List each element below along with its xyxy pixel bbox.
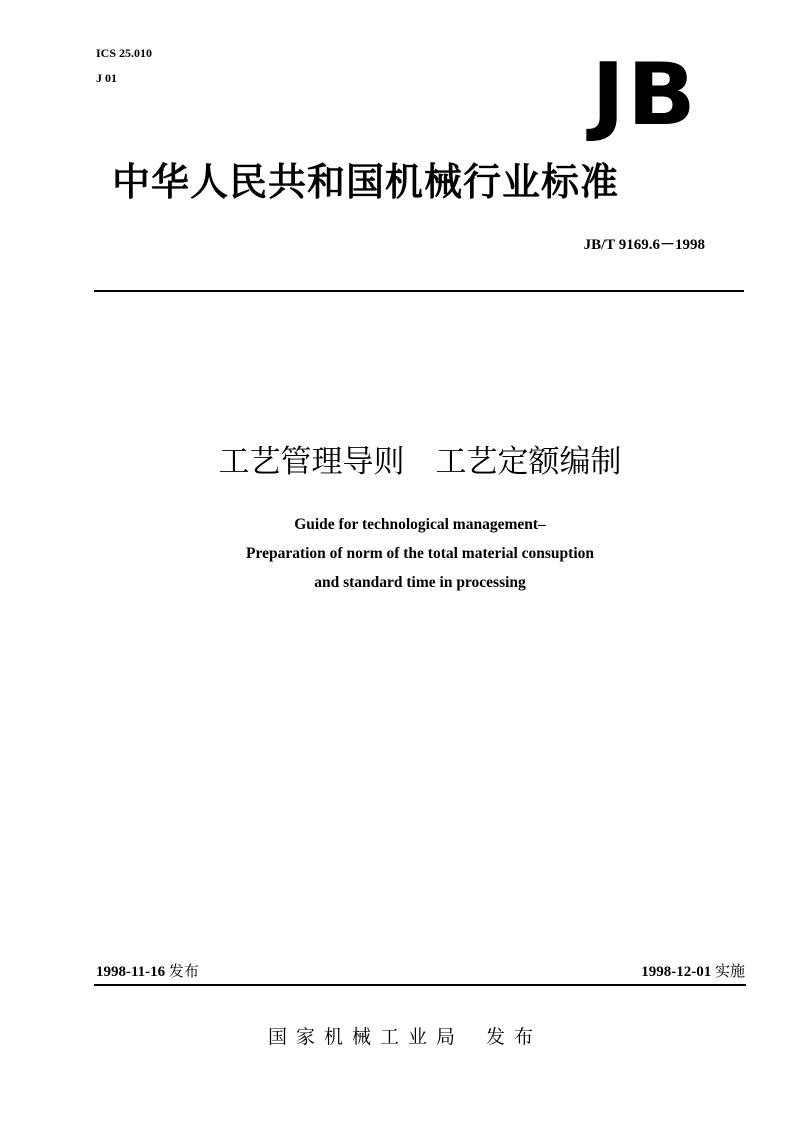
top-divider [94,290,744,292]
document-title-chinese: 工艺管理导则 工艺定额编制 [218,444,622,480]
document-title-english [100,510,740,597]
issue-date: 1998-11-16 [96,964,166,980]
publisher-line [268,1022,542,1049]
english-title-line: and standard time in processing [314,574,526,591]
classification-code: J 01 [96,71,117,85]
issue-label: 发布 [168,962,199,980]
implementation-date-block [560,960,745,981]
bottom-divider [94,984,746,986]
english-title-line: Guide for technological management– [294,516,546,533]
standard-number: JB/T 9169.6－1998 [583,237,705,253]
ics-code: ICS 25.010 [96,46,153,60]
english-title-line: Preparation of norm of the total material consuption [246,545,594,562]
implementation-date: 1998-12-01 [641,964,712,980]
publisher-name: 国家机械工业局 [268,1026,465,1048]
issuing-organization-title: 中华人民共和国机械行业标准 [112,160,620,204]
implementation-label: 实施 [714,962,745,980]
publisher-action: 发布 [486,1026,543,1048]
issue-date-block [96,960,199,981]
jb-logo: JB [591,45,698,145]
